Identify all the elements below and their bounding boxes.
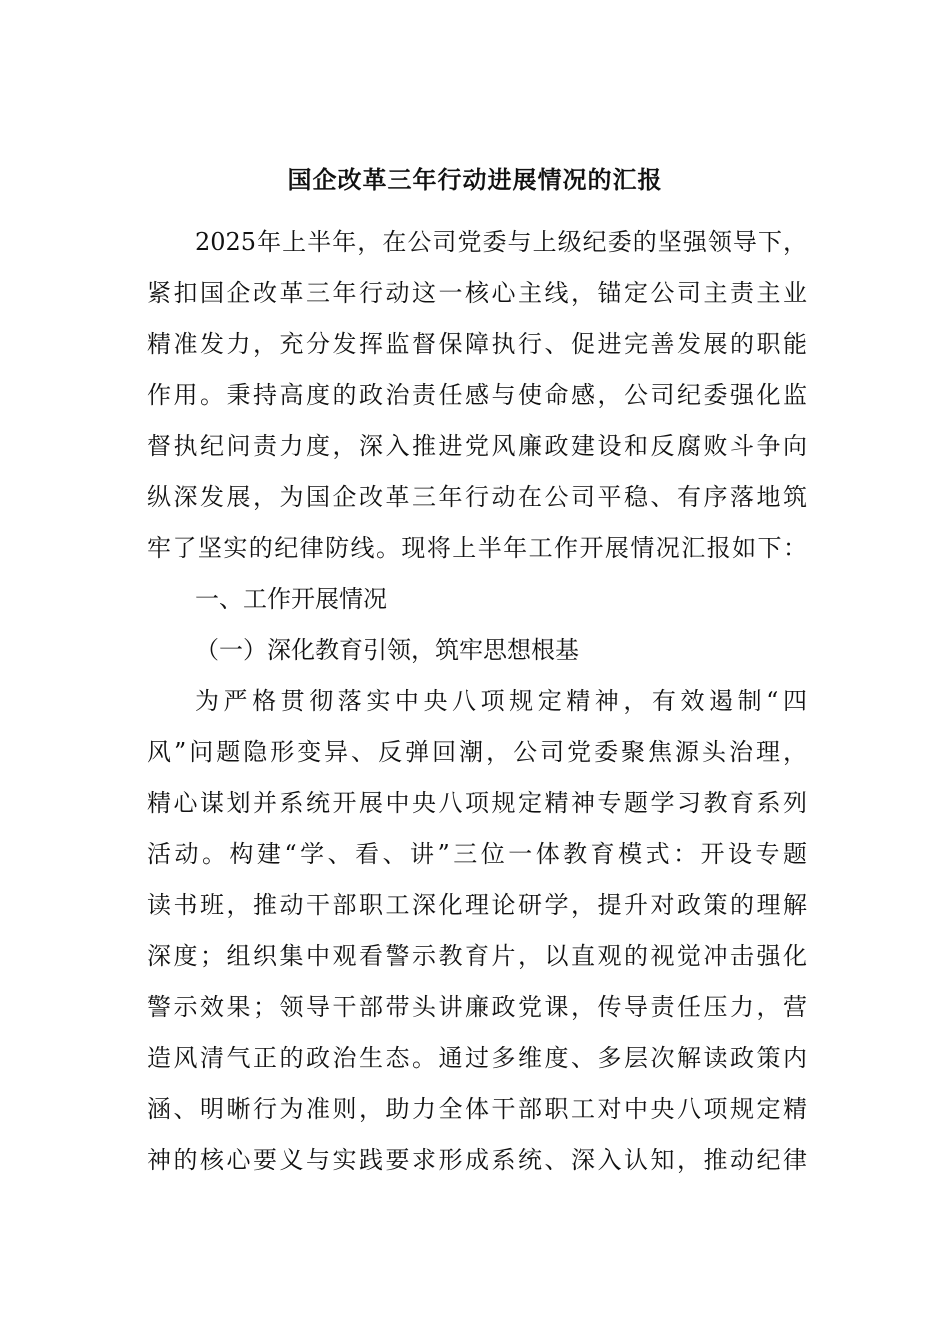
paragraph-line: 精准发力，充分发挥监督保障执行、促进完善发展的职能 xyxy=(147,330,807,358)
paragraph-line: 作用。秉持高度的政治责任感与使命感，公司纪委强化监 xyxy=(147,381,807,409)
paragraph-line: 纵深发展，为国企改革三年行动在公司平稳、有序落地筑 xyxy=(147,483,807,511)
paragraph-line: 牢了坚实的纪律防线。现将上半年工作开展情况汇报如下： xyxy=(147,534,807,562)
paragraph-line: 风”问题隐形变异、反弹回潮，公司党委聚焦源头治理， xyxy=(147,738,807,766)
paragraph-line: 深度；组织集中观看警示教育片，以直观的视觉冲击强化 xyxy=(147,942,807,970)
section-heading: 一、工作开展情况 xyxy=(195,585,387,613)
paragraph-line: 为严格贯彻落实中央八项规定精神，有效遏制“四 xyxy=(195,687,807,715)
paragraph-line: 活动。构建“学、看、讲”三位一体教育模式：开设专题 xyxy=(147,840,807,868)
subsection-heading: （一）深化教育引领，筑牢思想根基 xyxy=(195,636,579,664)
paragraph-line: 督执纪问责力度，深入推进党风廉政建设和反腐败斗争向 xyxy=(147,432,807,460)
paragraph-line: 紧扣国企改革三年行动这一核心主线，锚定公司主责主业 xyxy=(147,279,807,307)
paragraph-line: 神的核心要义与实践要求形成系统、深入认知，推动纪律 xyxy=(147,1146,807,1174)
document-title: 国企改革三年行动进展情况的汇报 xyxy=(287,165,663,194)
paragraph-line: 精心谋划并系统开展中央八项规定精神专题学习教育系列 xyxy=(147,789,807,817)
paragraph-line: 读书班，推动干部职工深化理论研学，提升对政策的理解 xyxy=(147,891,807,919)
paragraph-line: 2025年上半年，在公司党委与上级纪委的坚强领导下， xyxy=(195,228,807,256)
paragraph-line: 涵、明晰行为准则，助力全体干部职工对中央八项规定精 xyxy=(147,1095,807,1123)
paragraph-line: 造风清气正的政治生态。通过多维度、多层次解读政策内 xyxy=(147,1044,807,1072)
paragraph-line: 警示效果；领导干部带头讲廉政党课，传导责任压力，营 xyxy=(147,993,807,1021)
